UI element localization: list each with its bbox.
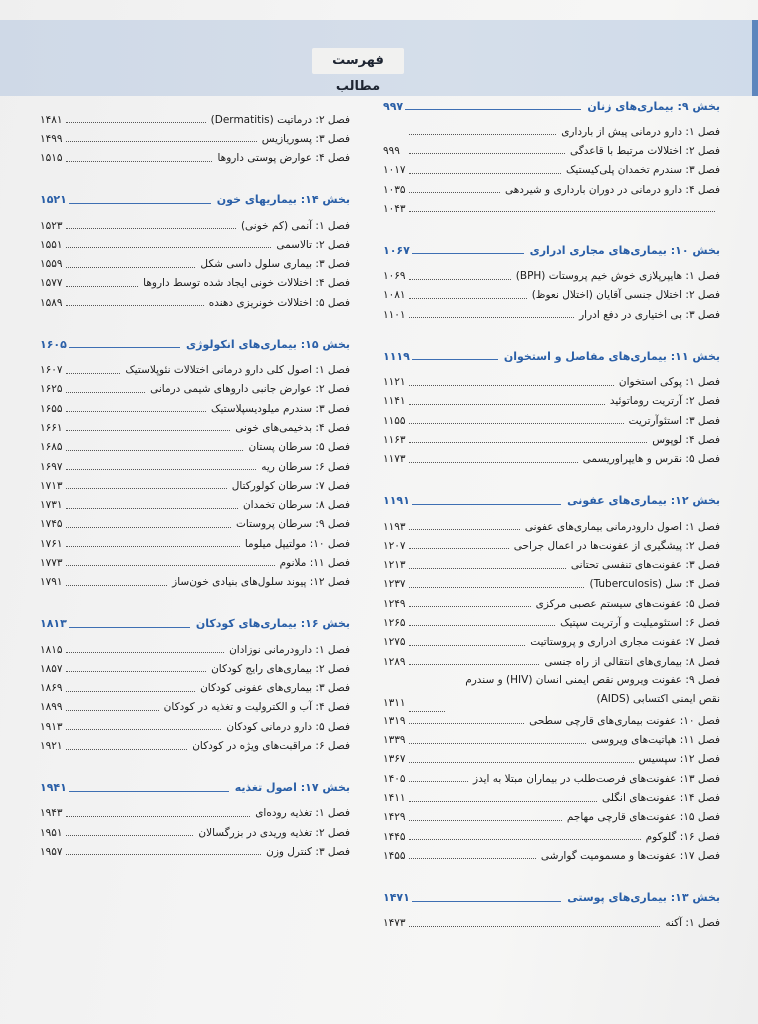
toc-entry[interactable] xyxy=(383,808,720,827)
toc-entry[interactable] xyxy=(40,457,350,476)
toc-entry[interactable] xyxy=(383,711,720,730)
entry-page-number: ۱۱۲۱ xyxy=(383,376,406,389)
section-leader-line xyxy=(412,504,561,506)
entry-title: فصل ۳: بیماری‌های عفونی کودکان xyxy=(200,682,350,695)
toc-entry[interactable] xyxy=(40,476,350,495)
entry-title: فصل ۱: اصول کلی دارو درمانی اختلالات نئوپلاستیک xyxy=(125,364,350,377)
entry-title: فصل ۸: بیماری‌های انتقالی از راه جنسی xyxy=(544,655,720,668)
section-heading[interactable] xyxy=(383,888,720,908)
entry-page-number: ۱۹۴۳ xyxy=(40,807,63,820)
entry-title: فصل ۴: دارو درمانی در دوران بارداری و شیردهی xyxy=(504,183,720,196)
entry-title: فصل ۱: اصول دارودرمانی بیماری‌های عفونی xyxy=(524,520,720,533)
entry-title: فصل ۷: سرطان کولورکتال xyxy=(231,479,350,492)
entry-page-number: ۱۱۰۱ xyxy=(383,308,406,321)
entry-title: فصل ۱: دارودرمانی نوزادان xyxy=(229,643,350,656)
section-heading[interactable] xyxy=(383,491,720,511)
entry-title: فصل ۲: عوارض جانبی داروهای شیمی درمانی xyxy=(150,383,350,396)
entry-page-number: ۱۷۱۳ xyxy=(40,479,63,492)
entry-title: فصل ۳: سندرم میلودیسپلاستیک xyxy=(211,402,350,415)
entry-page-number: ۱۱۵۵ xyxy=(383,414,406,427)
toc-entry[interactable] xyxy=(40,553,350,572)
dot-leader xyxy=(66,527,231,528)
entry-title: فصل ۱: آنمی (کم خونی) xyxy=(240,219,350,232)
dot-leader xyxy=(409,211,715,212)
toc-entry[interactable] xyxy=(40,804,350,823)
toc-entry[interactable] xyxy=(40,110,350,129)
dot-leader xyxy=(409,462,578,463)
dot-leader xyxy=(409,134,556,135)
entry-title: فصل ۹: سرطان پروستات xyxy=(236,518,350,531)
entry-title: فصل ۳: عفونت‌های تنفسی تحتانی xyxy=(570,559,720,572)
toc-entry[interactable] xyxy=(40,640,350,659)
toc-entry[interactable] xyxy=(383,392,720,411)
section-leader-line xyxy=(405,109,581,111)
entry-title: فصل ۱۴: عفونت‌های انگلی xyxy=(602,792,720,805)
toc-entry[interactable] xyxy=(383,769,720,788)
section-leader-line xyxy=(69,347,180,349)
section-page-number: ۱۹۴۱ xyxy=(40,781,67,795)
entry-page-number: ۱۰۶۹ xyxy=(383,270,406,283)
toc-entry[interactable] xyxy=(40,495,350,514)
section-title: بخش ۱۵: بیماری‌های انکولوژی xyxy=(186,337,350,351)
toc-entry[interactable] xyxy=(383,671,720,711)
dot-leader xyxy=(66,430,230,431)
entry-title: فصل ۲: درماتیت (Dermatitis) xyxy=(210,113,350,126)
section-title: بخش ۱۱: بیماری‌های مفاصل و استخوان xyxy=(503,349,720,363)
dot-leader xyxy=(66,565,275,566)
toc-entry[interactable] xyxy=(40,823,350,842)
entry-page-number: ۱۷۹۱ xyxy=(40,576,63,589)
dot-leader xyxy=(66,373,120,374)
toc-entry[interactable] xyxy=(383,914,720,933)
toc-entry[interactable] xyxy=(383,517,720,536)
section-heading[interactable] xyxy=(383,240,720,260)
dot-leader xyxy=(409,625,555,626)
toc-entry[interactable] xyxy=(40,216,350,235)
toc-entry[interactable] xyxy=(383,199,720,218)
dot-leader xyxy=(409,926,660,927)
toc-entry[interactable] xyxy=(40,149,350,168)
entry-page-number: ۱۲۱۳ xyxy=(383,559,406,572)
section-gap xyxy=(383,218,720,240)
dot-leader xyxy=(66,161,212,162)
entry-title: فصل ۱۰: عفونت بیماری‌های قارچی سطحی xyxy=(529,714,720,727)
page-title: فهرست مطالب xyxy=(332,53,384,94)
entry-title: فصل ۶: سرطان ریه xyxy=(261,460,350,473)
dot-leader xyxy=(66,749,187,750)
toc-entry[interactable] xyxy=(383,286,720,305)
entry-page-number: ۱۹۱۳ xyxy=(40,720,63,733)
dot-leader xyxy=(409,423,624,424)
section-gap xyxy=(40,312,350,334)
dot-leader xyxy=(66,671,206,672)
entry-title: فصل ۱۲: پیوند سلول‌های بنیادی خون‌ساز xyxy=(172,576,350,589)
dot-leader xyxy=(66,469,256,470)
entry-page-number: ۱۱۷۳ xyxy=(383,453,406,466)
entry-title: فصل ۵: دارو درمانی کودکان xyxy=(226,720,350,733)
section-page-number: ۱۰۶۷ xyxy=(383,243,410,257)
section-gap xyxy=(40,756,350,778)
entry-title: فصل ۱: تغذیه روده‌ای xyxy=(255,807,350,820)
section-page-number: ۱۱۹۱ xyxy=(383,494,410,508)
dot-leader xyxy=(409,858,536,859)
dot-leader xyxy=(66,141,257,142)
entry-title: فصل ۳: پسوریازیس xyxy=(261,132,350,145)
section-gap xyxy=(383,866,720,888)
entry-title: فصل ۳: بی اختیاری در دفع ادرار xyxy=(579,308,720,321)
section-heading[interactable] xyxy=(40,614,350,634)
entry-page-number: ۱۰۱۷ xyxy=(383,164,406,177)
dot-leader xyxy=(409,153,565,154)
section-title: بخش ۱۳: بیماری‌های پوستی xyxy=(567,891,720,905)
toc-entry[interactable] xyxy=(383,411,720,430)
dot-leader xyxy=(409,385,614,386)
dot-leader xyxy=(409,173,561,174)
dot-leader xyxy=(66,488,227,489)
entry-title: فصل ۱: آکنه xyxy=(665,917,720,930)
toc-section xyxy=(383,491,720,866)
dot-leader xyxy=(66,854,261,855)
entry-page-number: ۱۲۳۷ xyxy=(383,578,406,591)
entry-title: فصل ۲: بیماری‌های رایج کودکان xyxy=(211,662,350,675)
entry-page-number: ۱۴۱۱ xyxy=(383,792,406,805)
dot-leader xyxy=(409,801,597,802)
dot-leader xyxy=(409,723,524,724)
section-gap xyxy=(383,324,720,346)
entry-title: فصل ۵: عفونت‌های سیستم عصبی مرکزی xyxy=(535,597,720,610)
entry-page-number: ۱۴۰۵ xyxy=(383,772,406,785)
section-page-number: ۱۱۱۹ xyxy=(383,349,410,363)
entry-page-number: ۱۸۵۷ xyxy=(40,662,63,675)
dot-leader xyxy=(66,122,206,123)
dot-leader xyxy=(409,529,520,530)
section-page-number: ۱۵۲۱ xyxy=(40,193,67,207)
entry-page-number: ۱۱۶۳ xyxy=(383,433,406,446)
dot-leader xyxy=(409,442,647,443)
dot-leader xyxy=(409,820,562,821)
entry-page-number: ۹۹۹ xyxy=(383,144,400,157)
section-gap xyxy=(40,168,350,190)
toc-entry[interactable] xyxy=(383,555,720,574)
toc-section xyxy=(383,346,720,468)
section-title: بخش ۹: بیماری‌های زنان xyxy=(587,99,720,113)
entry-title: فصل ۱۱: ملانوم xyxy=(279,556,350,569)
entry-page-number: ۱۴۷۳ xyxy=(383,917,406,930)
entry-page-number: ۱۵۵۱ xyxy=(40,238,63,251)
section-leader-line xyxy=(412,359,498,361)
entry-page-number: ۱۱۴۱ xyxy=(383,395,406,408)
entry-page-number: ۱۶۲۵ xyxy=(40,383,63,396)
toc-entry[interactable] xyxy=(383,613,720,632)
entry-title: فصل ۵: اختلالات خونریزی دهنده xyxy=(208,296,350,309)
toc-entry[interactable] xyxy=(40,842,350,861)
dot-leader xyxy=(66,585,167,586)
entry-page-number: ۱۶۶۱ xyxy=(40,421,63,434)
entry-title: فصل ۴: آب و الکترولیت و تغذیه در کودکان xyxy=(163,701,350,714)
entry-page-number: ۱۸۹۹ xyxy=(40,701,63,714)
entry-title: فصل ۱۰: مولتیپل میلوما xyxy=(244,537,350,550)
entry-page-number: ۱۸۶۹ xyxy=(40,682,63,695)
toc-entry[interactable] xyxy=(40,380,350,399)
toc-section xyxy=(40,778,350,862)
toc-section xyxy=(40,110,350,168)
toc-entry[interactable] xyxy=(40,534,350,553)
dot-leader xyxy=(409,711,445,712)
entry-page-number: ۱۰۴۳ xyxy=(383,202,406,215)
entry-title: فصل ۷: عفونت مجاری ادراری و پروستاتیت xyxy=(530,636,720,649)
entry-title: فصل ۲: تالاسمی xyxy=(276,238,350,251)
entry-page-number: ۱۴۹۹ xyxy=(40,132,63,145)
dot-leader xyxy=(409,762,634,763)
toc-entry[interactable] xyxy=(383,161,720,180)
toc-entry[interactable] xyxy=(40,418,350,437)
dot-leader xyxy=(409,664,539,665)
entry-title: فصل ۶: استئومیلیت و آرتریت سپتیک xyxy=(560,616,720,629)
entry-title: فصل ۵: نقرس و هایپراوریسمی xyxy=(582,453,720,466)
toc-entry[interactable] xyxy=(40,573,350,592)
dot-leader xyxy=(409,192,500,193)
toc-entry[interactable] xyxy=(383,372,720,391)
toc-section xyxy=(40,190,350,312)
dot-leader xyxy=(409,606,531,607)
toc-entry[interactable] xyxy=(40,717,350,736)
entry-page-number: ۱۵۷۷ xyxy=(40,277,63,290)
section-leader-line xyxy=(412,901,561,903)
section-leader-line xyxy=(69,791,229,793)
entry-page-number: ۱۷۳۱ xyxy=(40,499,63,512)
toc-entry[interactable] xyxy=(383,141,720,160)
toc-entry[interactable] xyxy=(40,515,350,534)
section-page-number: ۱۴۷۱ xyxy=(383,891,410,905)
toc-entry[interactable] xyxy=(383,575,720,594)
section-heading[interactable] xyxy=(383,96,720,116)
entry-title: فصل ۲: اختلالات مرتبط با قاعدگی xyxy=(569,144,720,157)
entry-page-number: ۱۲۸۹ xyxy=(383,655,406,668)
entry-page-number: ۱۹۵۷ xyxy=(40,845,63,858)
toc-section xyxy=(383,96,720,218)
toc-entry[interactable] xyxy=(40,659,350,678)
entry-title: فصل ۴: عوارض پوستی داروها xyxy=(217,152,350,165)
entry-page-number: ۱۴۸۱ xyxy=(40,113,63,126)
dot-leader xyxy=(66,691,195,692)
dot-leader xyxy=(66,816,250,817)
section-title: بخش ۱۶: بیماری‌های کودکان xyxy=(195,617,350,631)
entry-title: فصل ۲: پیشگیری از عفونت‌ها در اعمال جراحی xyxy=(513,539,720,552)
entry-title: فصل ۱۳: عفونت‌های فرصت‌طلب در بیماران مبتلا به ایدز xyxy=(473,772,720,785)
entry-page-number: ۱۴۲۹ xyxy=(383,811,406,824)
toc-entry[interactable] xyxy=(383,788,720,807)
section-title: بخش ۱۷: اصول تغذیه xyxy=(234,781,350,795)
entry-title: فصل ۱۵: عفونت‌های قارچی مهاجم xyxy=(566,811,720,824)
dot-leader xyxy=(409,568,566,569)
entry-page-number: ۱۷۶۱ xyxy=(40,537,63,550)
dot-leader xyxy=(409,781,468,782)
toc-entry[interactable] xyxy=(383,750,720,769)
dot-leader xyxy=(409,317,574,318)
section-title: بخش ۱۰: بیماری‌های مجاری ادراری xyxy=(529,243,720,257)
entry-page-number: ۱۹۲۱ xyxy=(40,740,63,753)
dot-leader xyxy=(409,743,586,744)
entry-title: فصل ۶: مراقبت‌های ویژه در کودکان xyxy=(192,740,350,753)
entry-page-number: ۱۰۸۱ xyxy=(383,289,406,302)
section-heading[interactable] xyxy=(40,334,350,354)
toc-entry[interactable] xyxy=(40,293,350,312)
entry-page-number: ۱۴۴۵ xyxy=(383,830,406,843)
entry-title: فصل ۱۱: هپاتیت‌های ویروسی xyxy=(591,734,720,747)
entry-page-number: ۱۲۰۷ xyxy=(383,539,406,552)
entry-title: فصل ۱: هایپرپلازی خوش خیم پروستات (BPH) xyxy=(515,270,720,283)
toc-right-column xyxy=(383,96,720,933)
dot-leader xyxy=(66,267,195,268)
toc-section xyxy=(40,334,350,592)
entry-title: فصل ۲: آرتریت روماتوئید xyxy=(609,395,720,408)
toc-entry[interactable] xyxy=(383,536,720,555)
entry-page-number: ۱۳۳۹ xyxy=(383,734,406,747)
section-leader-line xyxy=(69,627,190,629)
entry-title: فصل ۱۲: سپسیس xyxy=(638,753,720,766)
entry-title: فصل ۱: پوکی استخوان xyxy=(618,376,720,389)
dot-leader xyxy=(409,404,605,405)
entry-title: فصل ۴: بدخیمی‌های خونی xyxy=(235,421,350,434)
dot-leader xyxy=(66,392,145,393)
toc-entry[interactable] xyxy=(40,254,350,273)
section-gap xyxy=(40,592,350,614)
entry-page-number: ۱۶۵۵ xyxy=(40,402,63,415)
entry-title: فصل ۳: کنترل وزن xyxy=(266,845,350,858)
toc-entry[interactable] xyxy=(383,827,720,846)
dot-leader xyxy=(66,508,238,509)
entry-title: فصل ۸: سرطان تخمدان xyxy=(242,499,350,512)
section-heading[interactable] xyxy=(40,778,350,798)
entry-page-number: ۱۵۲۳ xyxy=(40,219,63,232)
entry-title: فصل ۳: سندرم تخمدان پلی‌کیستیک xyxy=(566,164,720,177)
entry-title: فصل ۳: استئوآرتریت xyxy=(628,414,720,427)
dot-leader xyxy=(66,305,204,306)
toc-entry[interactable] xyxy=(40,736,350,755)
entry-page-number: ۱۶۹۷ xyxy=(40,460,63,473)
dot-leader xyxy=(409,548,509,549)
entry-page-number: ۱۳۶۷ xyxy=(383,753,406,766)
dot-leader xyxy=(66,652,224,653)
toc-entry[interactable] xyxy=(40,698,350,717)
entry-title: فصل ۴: سل (Tuberculosis) xyxy=(589,578,720,591)
dot-leader xyxy=(66,710,159,711)
toc-entry[interactable] xyxy=(383,633,720,652)
toc-entry[interactable] xyxy=(383,305,720,324)
toc-section xyxy=(383,240,720,324)
toc-entry[interactable] xyxy=(383,450,720,469)
toc-entry[interactable] xyxy=(383,122,720,141)
dot-leader xyxy=(66,411,206,412)
entry-title: فصل ۲: تغذیه وریدی در بزرگسالان xyxy=(198,826,350,839)
toc-entry[interactable] xyxy=(40,235,350,254)
entry-title: فصل ۵: سرطان پستان xyxy=(248,441,350,454)
dot-leader xyxy=(409,587,584,588)
toc-section xyxy=(40,614,350,756)
toc-entry[interactable] xyxy=(40,360,350,379)
entry-page-number: ۱۳۱۹ xyxy=(383,714,406,727)
entry-page-number: ۱۵۱۵ xyxy=(40,152,63,165)
toc-entry[interactable] xyxy=(383,430,720,449)
dot-leader xyxy=(66,247,271,248)
entry-page-number: ۱۷۴۵ xyxy=(40,518,63,531)
dot-leader xyxy=(66,450,243,451)
dot-leader xyxy=(409,298,527,299)
toc-left-column xyxy=(40,110,350,862)
entry-title: فصل ۱۶: گلوکوم xyxy=(645,830,720,843)
section-gap xyxy=(383,469,720,491)
entry-title: فصل ۹: عفونت ویروس نقص ایمنی انسان (HIV) و سندرم نقص ایمنی اکتسابی (AIDS) xyxy=(465,674,720,706)
page-title-box xyxy=(312,48,404,94)
toc-entry[interactable] xyxy=(40,399,350,418)
entry-page-number: ۱۵۸۹ xyxy=(40,296,63,309)
section-heading[interactable] xyxy=(383,346,720,366)
toc-entry[interactable] xyxy=(383,594,720,613)
section-page-number: ۱۸۱۳ xyxy=(40,617,67,631)
dot-leader xyxy=(409,645,525,646)
dot-leader xyxy=(409,279,511,280)
entry-page-number: ۱۸۱۵ xyxy=(40,643,63,656)
dot-leader xyxy=(66,729,221,730)
dot-leader xyxy=(66,546,240,547)
entry-page-number: ۱۲۶۵ xyxy=(383,616,406,629)
toc-entry[interactable] xyxy=(383,266,720,285)
toc-entry[interactable] xyxy=(40,129,350,148)
dot-leader xyxy=(66,286,138,287)
entry-page-number: ۱۹۵۱ xyxy=(40,826,63,839)
toc-entry[interactable] xyxy=(383,731,720,750)
entry-page-number: ۱۶۰۷ xyxy=(40,364,63,377)
entry-page-number: ۱۷۷۳ xyxy=(40,556,63,569)
section-leader-line xyxy=(412,253,524,255)
entry-page-number: ۱۲۷۵ xyxy=(383,636,406,649)
section-title: بخش ۱۲: بیماری‌های عفونی xyxy=(567,494,720,508)
toc-entry[interactable] xyxy=(383,180,720,199)
entry-page-number: ۱۵۵۹ xyxy=(40,258,63,271)
entry-page-number: ۱۳۱۱ xyxy=(383,697,406,710)
toc-entry[interactable] xyxy=(40,438,350,457)
toc-entry[interactable] xyxy=(383,652,720,671)
entry-page-number: ۱۶۸۵ xyxy=(40,441,63,454)
entry-title: فصل ۴: لوپوس xyxy=(652,433,720,446)
toc-entry[interactable] xyxy=(40,274,350,293)
entry-title: فصل ۴: اختلالات خونی ایجاد شده توسط داروها xyxy=(143,277,350,290)
section-heading[interactable] xyxy=(40,190,350,210)
toc-entry[interactable] xyxy=(40,679,350,698)
section-title: بخش ۱۴: بیماریهای خون xyxy=(216,193,350,207)
entry-title: فصل ۳: بیماری سلول داسی شکل xyxy=(200,258,350,271)
section-page-number: ۱۶۰۵ xyxy=(40,337,67,351)
entry-page-number: ۱۱۹۳ xyxy=(383,520,406,533)
entry-title: فصل ۱: دارو درمانی پیش از بارداری xyxy=(561,125,720,138)
entry-page-number: ۱۲۴۹ xyxy=(383,597,406,610)
entry-page-number: ۱۴۵۵ xyxy=(383,849,406,862)
section-page-number: ۹۹۷ xyxy=(383,99,404,113)
section-leader-line xyxy=(69,203,211,205)
entry-title: فصل ۲: اختلال جنسی آقایان (اختلال نعوظ) xyxy=(531,289,720,302)
dot-leader xyxy=(66,835,193,836)
dot-leader xyxy=(409,839,641,840)
dot-leader xyxy=(66,228,236,229)
entry-title: فصل ۱۷: عفونت‌ها و مسمومیت گوارشی xyxy=(540,849,720,862)
toc-section xyxy=(383,888,720,933)
entry-page-number: ۱۰۳۵ xyxy=(383,183,406,196)
toc-entry[interactable] xyxy=(383,846,720,865)
